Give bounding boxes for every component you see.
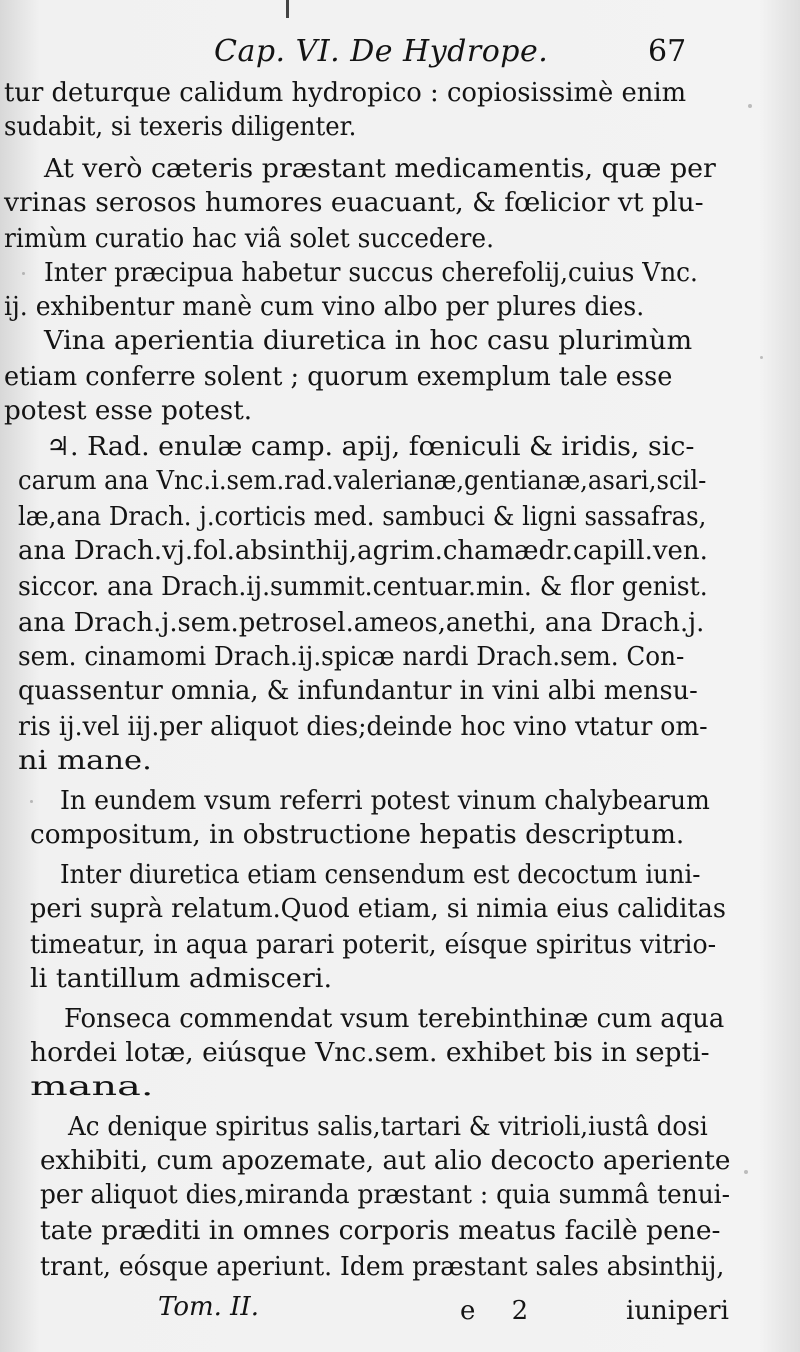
text-line: ana Drach.j.sem.petrosel.ameos,anethi, ana Drach.j. [18, 608, 705, 638]
volume-mark: Tom. II. [158, 1292, 259, 1322]
text-line: li tantillum admisceri. [30, 964, 333, 994]
page-header [0, 30, 800, 74]
text-line: Inter diuretica etiam censendum est decoctum iuni- [60, 860, 701, 890]
paper-speck [744, 1170, 748, 1174]
text-line: ris ij.vel iij.per aliquot dies;deinde hoc vino vtatur om- [18, 712, 708, 742]
text-line: Inter præcipua habetur succus cherefolij,cuius Vnc. [44, 258, 698, 288]
text-line: Fonseca commendat vsum terebinthinæ cum aqua [64, 1004, 725, 1034]
text-line: timeatur, in aqua parari poterit, eísque spiritus vitrio- [30, 930, 717, 960]
paper-speck [22, 272, 25, 275]
text-line: sudabit, si texeris diligenter. [4, 112, 357, 142]
text-line: hordei lotæ, eiúsque Vnc.sem. exhibet bis in septi- [30, 1038, 710, 1068]
paper-speck [760, 356, 763, 359]
text-line: læ,ana Drach. j.corticis med. sambuci & ligni sassafras, [18, 502, 707, 532]
text-line: ij. exhibentur manè cum vino albo per plures dies. [4, 292, 645, 322]
text-line: etiam conferre solent ; quorum exemplum tale esse [4, 362, 673, 392]
text-line: ♃. Rad. enulæ camp. apij, fœniculi & iridis, sic- [46, 432, 695, 462]
running-head: Cap. VI. De Hydrope. [214, 34, 549, 69]
page-footer [0, 1290, 800, 1334]
text-line: potest esse potest. [4, 396, 253, 426]
text-line: At verò cæteris præstant medicamentis, quæ per [44, 154, 716, 184]
text-line: Ac denique spiritus salis,tartari & vitrioli,iustâ dosi [68, 1112, 708, 1142]
text-line: per aliquot dies,miranda præstant : quia summâ tenui- [40, 1180, 731, 1210]
text-line: rimùm curatio hac viâ solet succedere. [4, 224, 494, 254]
text-line: siccor. ana Drach.ij.summit.centuar.min. & flor genist. [18, 572, 708, 602]
text-line: quassentur omnia, & infundantur in vini albi mensu- [18, 676, 698, 706]
signature-mark: e 2 [460, 1296, 543, 1326]
text-line: tate præditi in omnes corporis meatus facilè pene- [40, 1216, 721, 1246]
paper-speck [748, 104, 752, 108]
text-line: tur deturque calidum hydropico : copiosissimè enim [4, 78, 687, 108]
text-line: ni mane. [18, 746, 152, 776]
text-line: trant, eósque aperiunt. Idem præstant sales absinthij, [40, 1252, 725, 1282]
text-line: exhibiti, cum apozemate, aut alio decocto aperiente [40, 1146, 731, 1176]
text-line: vrinas serosos humores euacuant, & fœlicior vt plu- [4, 188, 704, 218]
gutter-mark [286, 0, 289, 18]
text-line: carum ana Vnc.i.sem.rad.valerianæ,gentianæ,asari,scil- [18, 466, 707, 496]
text-line: ana Drach.vj.fol.absinthij,agrim.chamædr.capill.ven. [18, 536, 708, 566]
paper-speck [30, 800, 33, 803]
text-line: peri suprà relatum.Quod etiam, si nimia eius caliditas [30, 894, 726, 924]
text-line: In eundem vsum referri potest vinum chalybearum [60, 786, 710, 816]
catchword: iuniperi [626, 1296, 729, 1326]
text-line: mana. [30, 1072, 154, 1102]
text-line: Vina aperientia diuretica in hoc casu plurimùm [44, 326, 693, 356]
text-line: compositum, in obstructione hepatis descriptum. [30, 820, 685, 850]
page-number: 67 [648, 34, 687, 69]
text-line: sem. cinamomi Drach.ij.spicæ nardi Drach.sem. Con- [18, 642, 685, 672]
